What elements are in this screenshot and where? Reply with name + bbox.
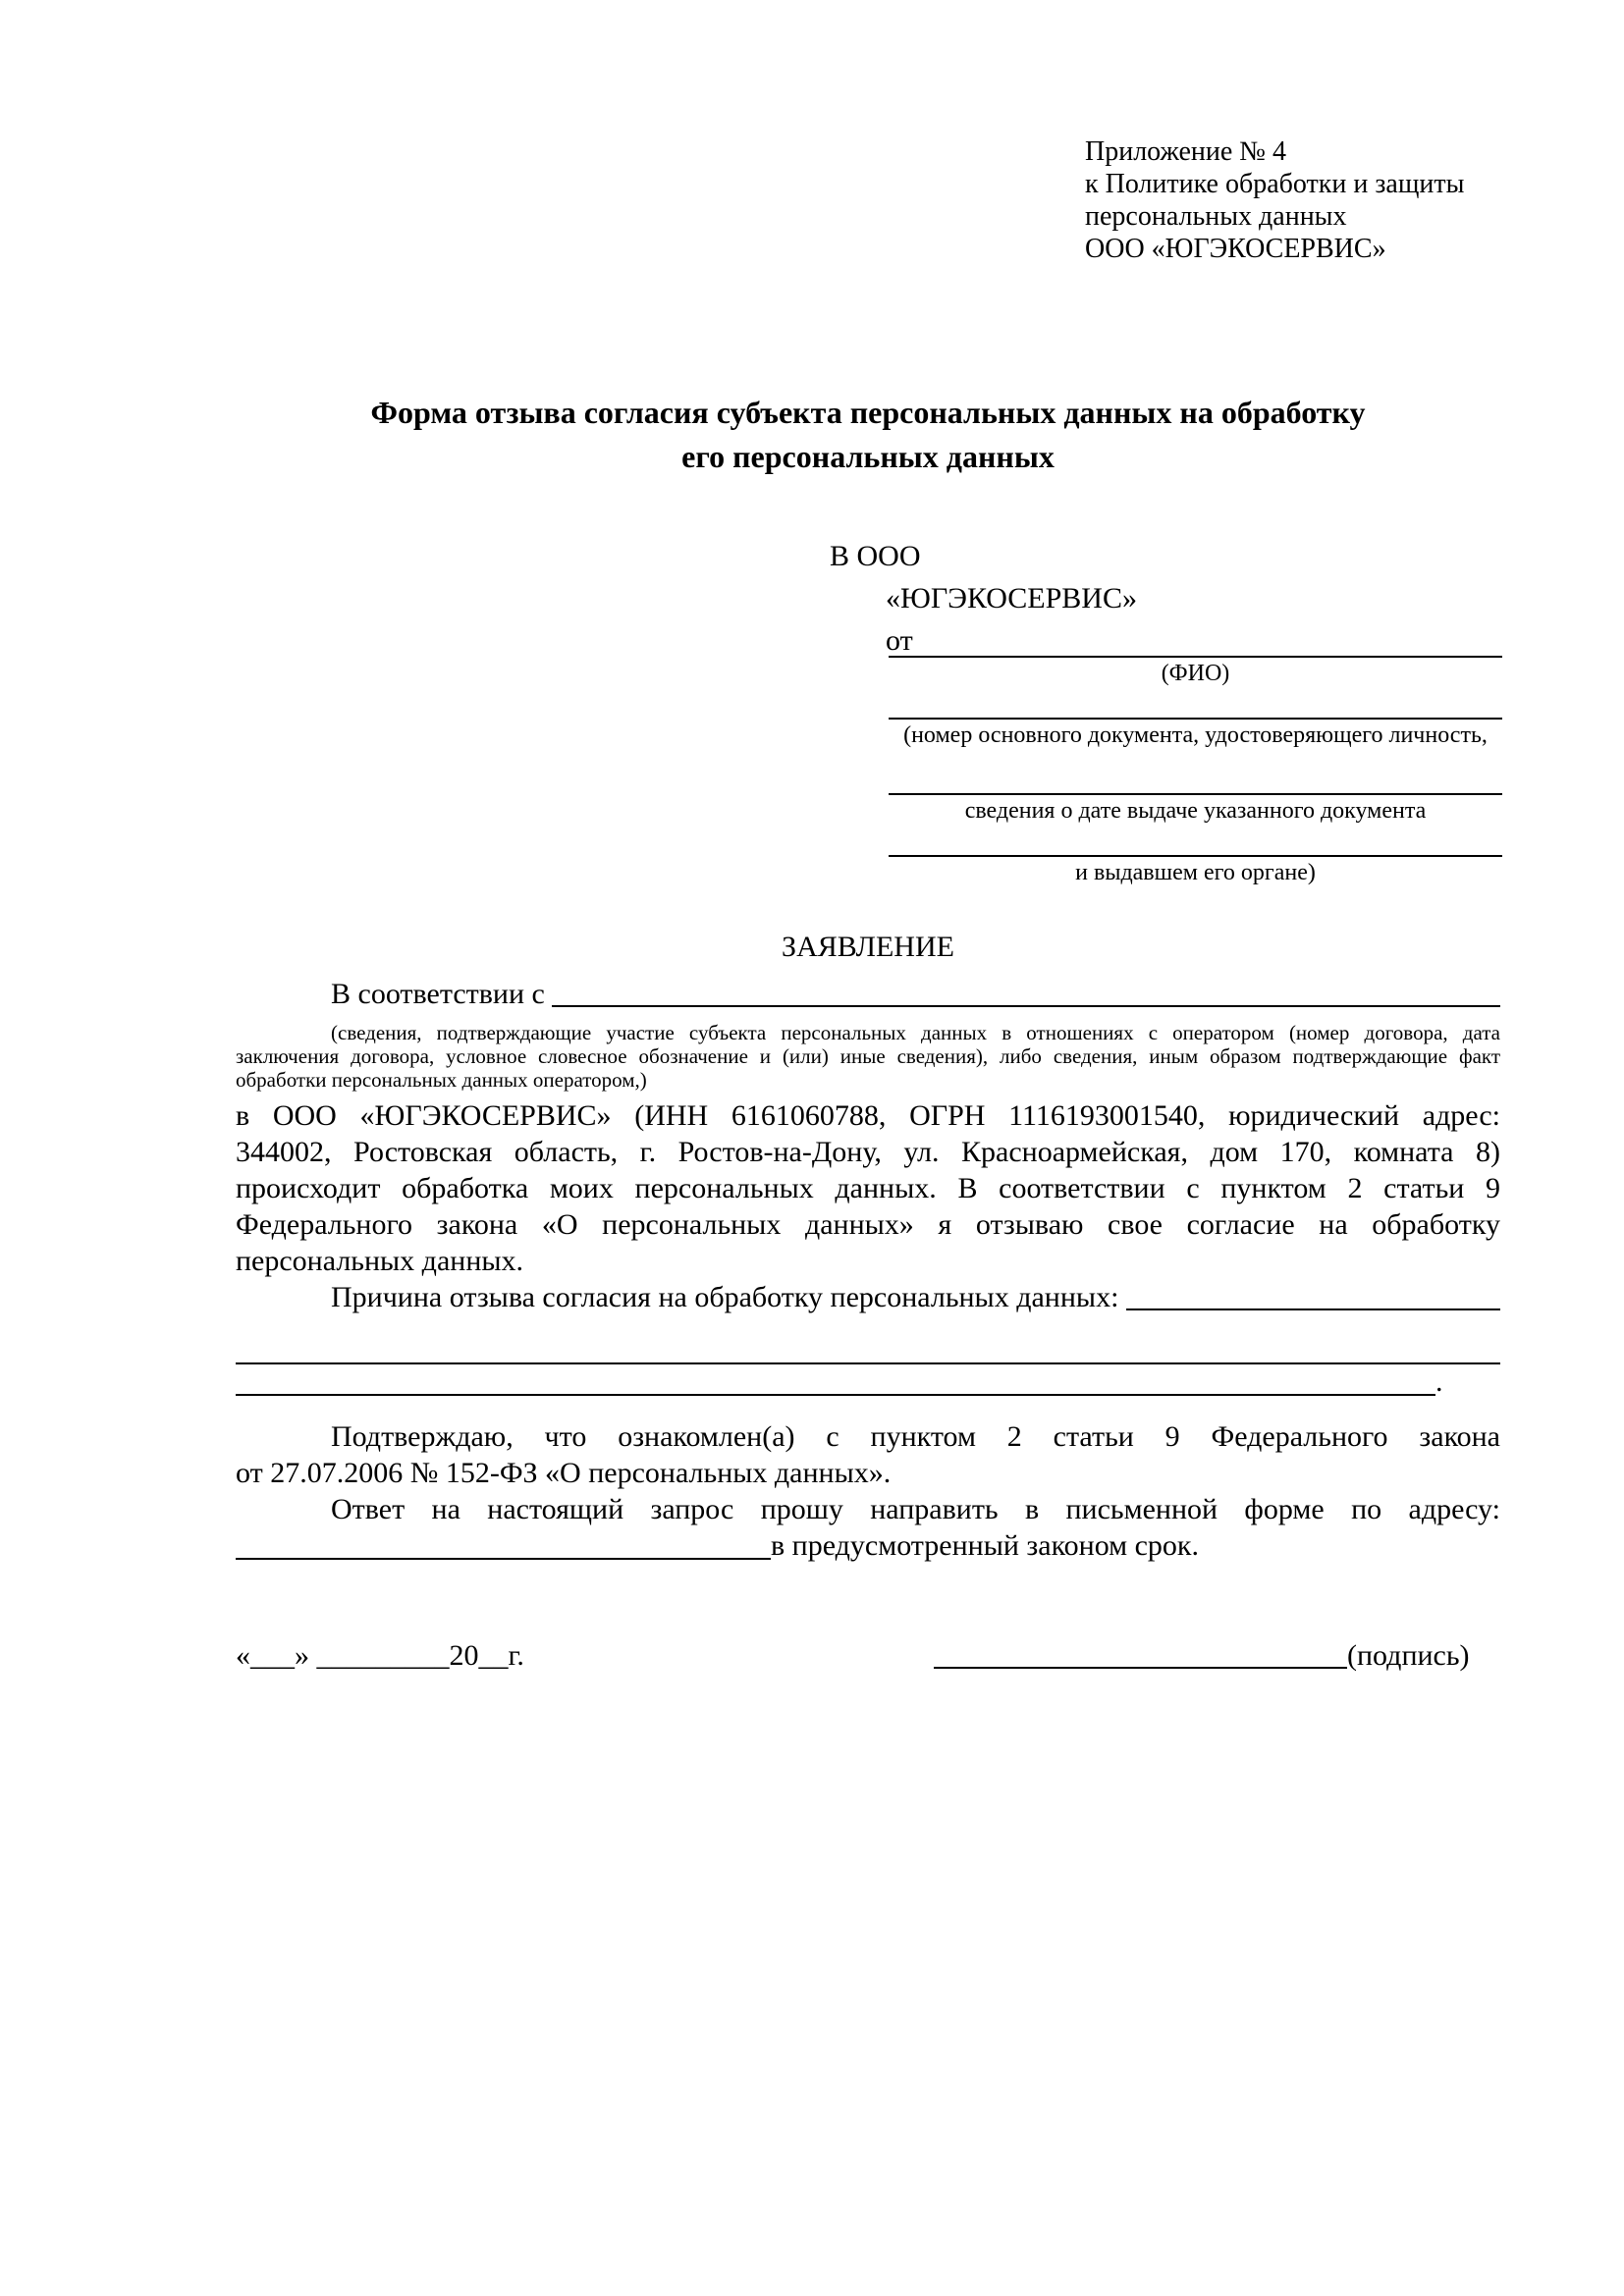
document-number-caption: (номер основного документа, удостоверяющего личность, bbox=[903, 722, 1488, 748]
issue-date-blank-line bbox=[889, 766, 1502, 795]
intro-prefix: В соответствии с bbox=[331, 978, 553, 1010]
addressee-org: «ЮГЭКОСЕРВИС» bbox=[886, 582, 1137, 614]
field-fio bbox=[889, 628, 1502, 688]
reason-blank-line-3 bbox=[236, 1366, 1435, 1396]
addressee-from-label: от bbox=[886, 624, 913, 657]
issue-date-caption: сведения о дате выдаче указанного документа bbox=[964, 798, 1427, 824]
note-block bbox=[236, 1021, 1500, 1092]
header-note-line-3: персональных данных bbox=[1085, 201, 1347, 232]
confirmation-paragraph bbox=[236, 1418, 1500, 1491]
addressee-to-prefix: В ООО bbox=[830, 540, 921, 572]
body-line-1: в ООО «ЮГЭКОСЕРВИС» (ИНН 6161060788, ОГРН 1116193001540, юридический адрес: bbox=[236, 1099, 1500, 1132]
note-line-2: заключения договора, условное словесное обозначение и (или) иные сведения), либо сведения, иным образом подтверждающие факт bbox=[236, 1044, 1500, 1068]
page-title-line-2: его персональных данных bbox=[681, 439, 1055, 474]
reason-blank-line-2 bbox=[236, 1333, 1500, 1364]
intro-blank-line bbox=[552, 978, 1500, 1007]
fio-caption: (ФИО) bbox=[1161, 661, 1230, 686]
reason-label: Причина отзыва согласия на обработку персональных данных: bbox=[331, 1281, 1126, 1313]
signature-caption: (подпись) bbox=[1347, 1639, 1470, 1672]
statement-heading: ЗАЯВЛЕНИЕ bbox=[782, 931, 954, 963]
confirmation-line-1: Подтверждаю, что ознакомлен(а) с пунктом 2 статьи 9 Федерального закона bbox=[331, 1420, 1500, 1453]
body-line-5: персональных данных. bbox=[236, 1245, 524, 1277]
fio-blank-line bbox=[889, 628, 1502, 658]
body-line-4: Федерального закона «О персональных данных» я отзываю свое согласие на обработку bbox=[236, 1208, 1500, 1241]
reply-tail: в предусмотренный законом срок. bbox=[771, 1529, 1199, 1562]
reason-line bbox=[236, 1281, 1500, 1314]
confirmation-line-2: от 27.07.2006 № 152-ФЗ «О персональных данных». bbox=[236, 1457, 892, 1489]
reply-line-1: Ответ на настоящий запрос прошу направить в письменной форме по адресу: bbox=[331, 1493, 1500, 1525]
body-line-3: происходит обработка моих персональных данных. В соответствии с пунктом 2 статьи 9 bbox=[236, 1172, 1500, 1204]
document-number-blank-line bbox=[889, 690, 1502, 720]
address-blank-line bbox=[236, 1527, 771, 1560]
intro-line bbox=[236, 978, 1500, 1011]
header-note-line-4: ООО «ЮГЭКОСЕРВИС» bbox=[1085, 234, 1386, 264]
body-paragraph bbox=[236, 1097, 1500, 1279]
date-blank: «___» _________20__г. bbox=[236, 1639, 524, 1672]
issuing-authority-blank-line bbox=[889, 828, 1502, 857]
note-line-3: обработки персональных данных оператором,) bbox=[236, 1068, 647, 1092]
issuing-authority-caption: и выдавшем его органе) bbox=[1075, 860, 1316, 885]
reason-blank-line bbox=[1126, 1281, 1500, 1310]
reason-period: . bbox=[1435, 1365, 1443, 1398]
body-line-2: 344002, Ростовская область, г. Ростов-на-Дону, ул. Красноармейская, дом 170, комната 8) bbox=[236, 1136, 1500, 1168]
reason-blank-row-3 bbox=[236, 1366, 1500, 1396]
signature-block bbox=[934, 1637, 1470, 1674]
field-issue-date bbox=[889, 766, 1502, 826]
field-document-number bbox=[889, 690, 1502, 750]
page-title bbox=[236, 391, 1500, 479]
reply-line-2 bbox=[236, 1527, 1500, 1564]
page-title-line-1: Форма отзыва согласия субъекта персональных данных на обработку bbox=[370, 395, 1366, 430]
field-issuing-authority bbox=[889, 828, 1502, 887]
reply-paragraph bbox=[236, 1491, 1500, 1564]
signature-blank-line bbox=[934, 1637, 1347, 1669]
header-note bbox=[1085, 135, 1464, 265]
note-line-1: (сведения, подтверждающие участие субъекта персональных данных в отношениях с оператором (номер договора, дата bbox=[331, 1021, 1500, 1044]
header-note-line-2: к Политике обработки и защиты bbox=[1085, 169, 1465, 199]
header-note-line-1: Приложение № 4 bbox=[1085, 136, 1286, 167]
